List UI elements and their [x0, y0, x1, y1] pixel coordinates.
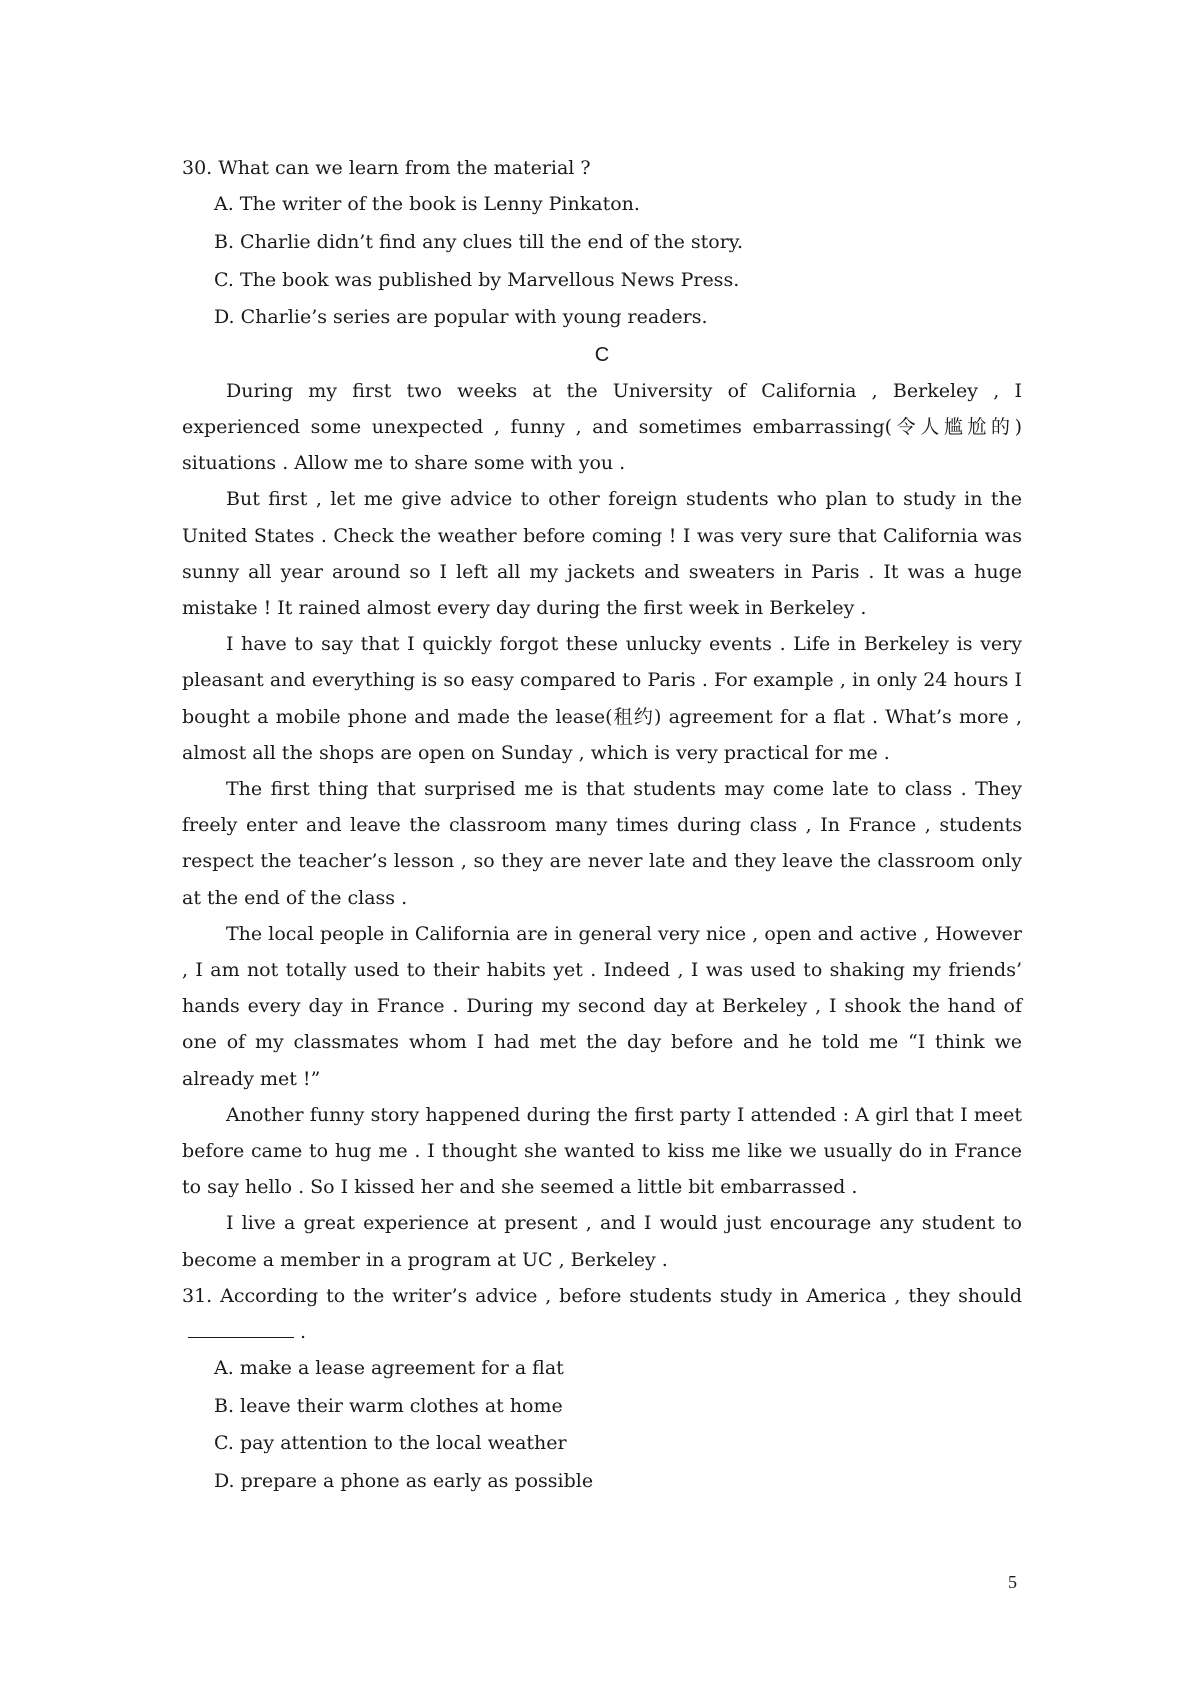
question-30-stem: 30. What can we learn from the material ? [182, 157, 591, 179]
question-30-option-b: B. Charlie didn’t find any clues till the end of the story. [214, 230, 744, 253]
section-c-heading: C [594, 343, 610, 366]
question-31-option-d: D. prepare a phone as early as possible [214, 1470, 594, 1493]
question-30-option-c: C. The book was published by Marvellous News Press. [214, 268, 740, 291]
passage-paragraph-2: But first , let me give advice to other foreign students who plan to study in the United States . Check the weather before coming ! I was very sure that California was sunny all year around so I left all my jackets and sweaters in Paris . It was a huge mistake ! It rained almost every day during the first week in Berkeley . [182, 488, 1022, 619]
question-31-stem [182, 1278, 1022, 1350]
answer-blank [188, 1317, 294, 1338]
passage-paragraph-5: The local people in California are in general very nice , open and active , However , I am not totally used to their habits yet . Indeed , I was used to shaking my friends’ hands every day in France . During my second day at Berkeley , I shook the hand of one of my classmates whom I had met the day before and he told me “I think we already met !” [182, 922, 1022, 1090]
question-30-option-d: D. Charlie’s series are popular with young readers. [214, 306, 708, 329]
question-31-stem-text: 31. According to the writer’s advice , before students study in America , they should [182, 1284, 1022, 1307]
question-30-option-a: A. The writer of the book is Lenny Pinkaton. [214, 193, 640, 216]
passage-paragraph-4: The first thing that surprised me is that students may come late to class . They freely enter and leave the classroom many times during class , In France , students respect the teacher’s lesson , so they are never late and they leave the classroom only at the end of the class . [182, 778, 1022, 909]
passage-paragraph-6: Another funny story happened during the first party I attended : A girl that I meet before came to hug me . I thought she wanted to kiss me like we usually do in France to say hello . So I kissed her and she seemed a little bit embarrassed . [182, 1103, 1022, 1199]
passage-paragraph-3: I have to say that I quickly forgot these unlucky events . Life in Berkeley is very pleasant and everything is so easy compared to Paris . For example , in only 24 hours I bought a mobile phone and made the lease(租约) agreement for a flat . What’s more , almost all the shops are open on Sunday , which is very practical for me . [182, 633, 1022, 764]
question-31-stem-end: . [300, 1321, 307, 1344]
passage-paragraph-7: I live a great experience at present , and I would just encourage any student to become a member in a program at UC , Berkeley . [182, 1212, 1022, 1271]
question-31-option-a: A. make a lease agreement for a flat [214, 1357, 564, 1380]
question-31-option-b: B. leave their warm clothes at home [214, 1394, 563, 1417]
page-number: 5 [1008, 1572, 1017, 1592]
question-31-option-c: C. pay attention to the local weather [214, 1432, 567, 1455]
passage-paragraph-1: During my first two weeks at the University of California , Berkeley , I experienced some unexpected , funny , and sometimes embarrassing(令人尴尬的) situations . Allow me to share some with you . [182, 379, 1022, 475]
document-page [182, 150, 1022, 1501]
